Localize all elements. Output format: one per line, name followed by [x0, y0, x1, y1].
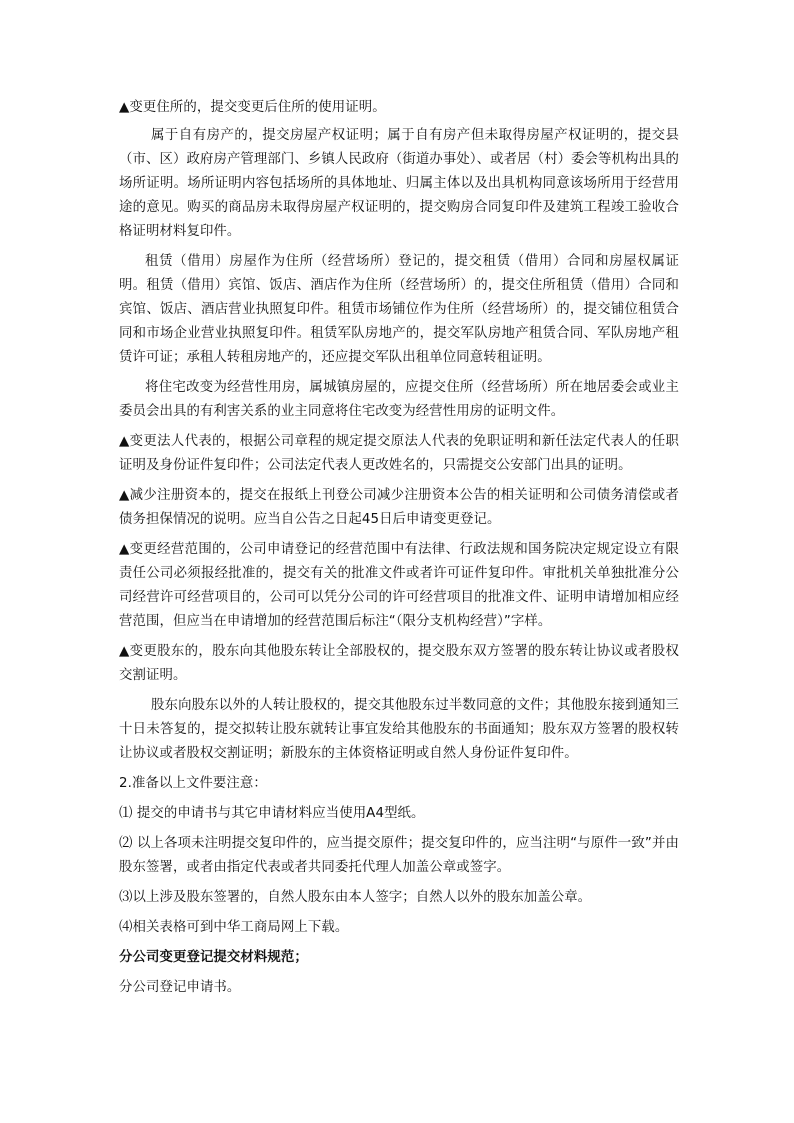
paragraph-reduce-capital: ▲减少注册资本的，提交在报纸上刊登公司减少注册资本公告的相关证明和公司债务清偿或者债务担保情况的说明。应当自公告之日起45日后申请变更登记。: [119, 488, 679, 527]
section-heading-notes: 2.准备以上文件要注意：: [119, 776, 267, 791]
note-item-3: ⑶以上涉及股东签署的，自然人股东由本人签字；自然人以外的股东加盖公章。: [119, 890, 592, 905]
paragraph-transfer-outside: 股东向股东以外的人转让股权的，提交其他股东过半数同意的文件；其他股东接到通知三十日未答复的，提交拟转让股东就转让事宜发给其他股东的书面通知；股东双方签署的股权转让协议或者股权交割证明；新股东的主体资格证明或自然人身份证件复印件。: [119, 698, 679, 761]
paragraph-own-property: 属于自有房产的，提交房屋产权证明；属于自有房产但未取得房屋产权证明的，提交县（市、区）政府房产管理部门、乡镇人民政府（街道办事处）、或者居（村）委会等机构出具的场所证明。场所证明内容包括场所的具体地址、归属主体以及出具机构同意该场所用于经营用途的意见。购买的商品房未取得房屋产权证明的，提交购房合同复印件及建筑工程竣工验收合格证明材料复印件。: [119, 128, 679, 239]
paragraph-change-business-scope: ▲变更经营范围的，公司申请登记的经营范围中有法律、行政法规和国务院决定规定设立有限责任公司必须报经批准的，提交有关的批准文件或者许可证件复印件。审批机关单独批准分公司经营许可经营项目的，公司可以凭分公司的许可经营项目的批准文件、证明申请增加相应经营范围，但应当在申请增加的经营范围后标注“（限分支机构经营）”字样。: [119, 542, 679, 629]
section-heading-branch: 分公司变更登记提交材料规范；: [119, 950, 308, 965]
note-item-1: ⑴ 提交的申请书与其它申请材料应当使用A4型纸。: [119, 806, 425, 821]
paragraph-residential-conversion: 将住宅改变为经营性用房，属城镇房屋的，应提交住所（经营场所）所在地居委会或业主委员会出具的有利害关系的业主同意将住宅改变为经营性用房的证明文件。: [119, 380, 679, 419]
paragraph-branch-application: 分公司登记申请书。: [119, 980, 241, 995]
paragraph-change-legal-rep: ▲变更法人代表的，根据公司章程的规定提交原法人代表的免职证明和新任法定代表人的任职证明及身份证件复印件；公司法定代表人更改姓名的，只需提交公安部门出具的证明。: [119, 434, 679, 473]
note-item-2: ⑵ 以上各项未注明提交复印件的，应当提交原件；提交复印件的，应当注明“与原件一致”并由股东签署，或者由指定代表或者共同委托代理人加盖公章或签字。: [119, 836, 679, 875]
note-item-4: ⑷相关表格可到中华工商局网上下载。: [119, 920, 349, 935]
paragraph-change-shareholder: ▲变更股东的，股东向其他股东转让全部股权的，提交股东双方签署的股东转让协议或者股权交割证明。: [119, 644, 679, 683]
document-body: [119, 96, 679, 1004]
paragraph-change-address: ▲变更住所的，提交变更后住所的使用证明。: [119, 100, 386, 115]
paragraph-lease: 租赁（借用）房屋作为住所（经营场所）登记的，提交租赁（借用）合同和房屋权属证明。租赁（借用）宾馆、饭店、酒店作为住所（经营场所）的，提交住所租赁（借用）合同和宾馆、饭店、酒店营业执照复印件。租赁市场铺位作为住所（经营场所）的，提交铺位租赁合同和市场企业营业执照复印件。租赁军队房地产的，提交军队房地产租赁合同、军队房地产租赁许可证；承租人转租房地产的，还应提交军队出租单位同意转租证明。: [119, 254, 679, 365]
